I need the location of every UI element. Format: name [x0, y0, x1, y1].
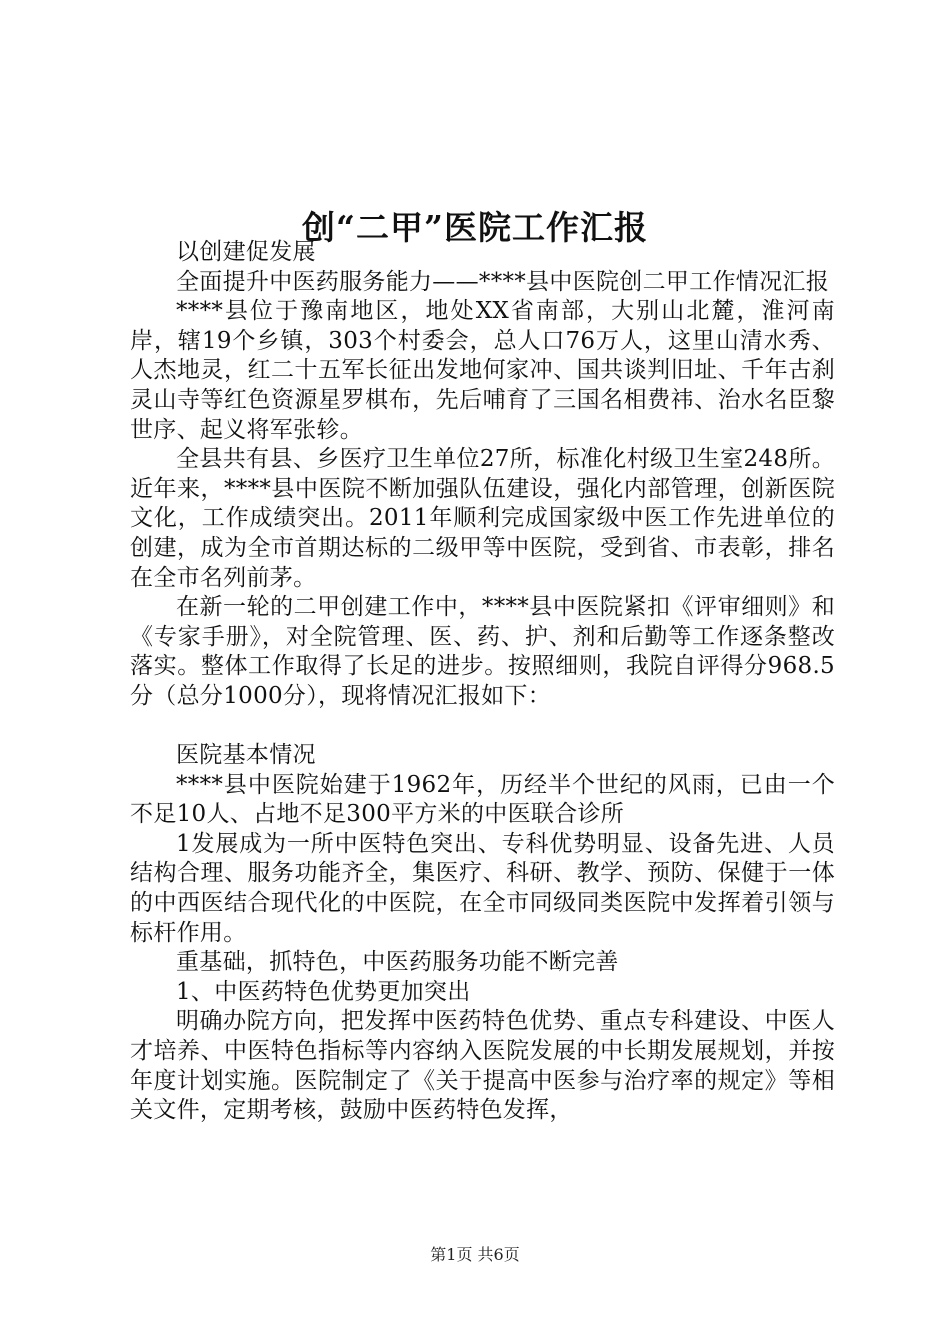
- page-footer: 第1页 共6页: [430, 1245, 520, 1264]
- paragraph-report-title: 全面提升中医药服务能力——****县中医院创二甲工作情况汇报: [176, 268, 829, 295]
- paragraph-health-units: 全县共有县、乡医疗卫生单位27所，标准化村级卫生室248所。近年来，****县中医院不断加强队伍建设，强化内部管理，创新医院文化，工作成绩突出。2011年顺利完成国家级中医工作先进单位的创建，成为全市首期达标的二级甲等中医院，受到省、市表彰，排名在全市名列前茅。: [130, 446, 835, 591]
- subheading-tcm-advantage: 1、中医药特色优势更加突出: [176, 978, 471, 1005]
- paragraph-evaluation: 在新一轮的二甲创建工作中，****县中医院紧扣《评审细则》和《专家手册》，对全院管理、医、药、护、剂和后勤等工作逐条整改落实。整体工作取得了长足的进步。按照细则，我院自评得分968.5分（总分1000分），现将情况汇报如下：: [130, 594, 835, 709]
- document-body: [130, 238, 835, 1126]
- paragraph-development: 1发展成为一所中医特色突出、专科优势明显、设备先进、人员结构合理、服务功能齐全，集医疗、科研、教学、预防、保健于一体的中西医结合现代化的中医院，在全市同级同类医院中发挥着引领与标杆作用。: [130, 830, 835, 946]
- section-heading-foundation: 重基础，抓特色，中医药服务功能不断完善: [176, 949, 619, 976]
- section-heading-basic-info: 医院基本情况: [176, 742, 316, 769]
- document-title: 创“二甲”医院工作汇报: [302, 208, 648, 248]
- paragraph-subtitle: 以创建促发展: [176, 239, 316, 265]
- paragraph-county-intro: ****县位于豫南地区，地处XX省南部，大别山北麓，淮河南岸，辖19个乡镇，303个村委会，总人口76万人，这里山清水秀、人杰地灵，红二十五军长征出发地何家冲、国共谈判旧址、千年古刹灵山寺等红色资源星罗棋布，先后哺育了三国名相费祎、治水名臣黎世序、起义将军张轸。: [130, 298, 835, 443]
- paragraph-history: ****县中医院始建于1962年，历经半个世纪的风雨，已由一个不足10人、占地不足300平方米的中医联合诊所: [130, 771, 835, 828]
- paragraph-direction: 明确办院方向，把发挥中医药特色优势、重点专科建设、中医人才培养、中医特色指标等内容纳入医院发展的中长期发展规划，并按年度计划实施。医院制定了《关于提高中医参与治疗率的规定》等相关文件，定期考核，鼓励中医药特色发挥，: [130, 1008, 835, 1124]
